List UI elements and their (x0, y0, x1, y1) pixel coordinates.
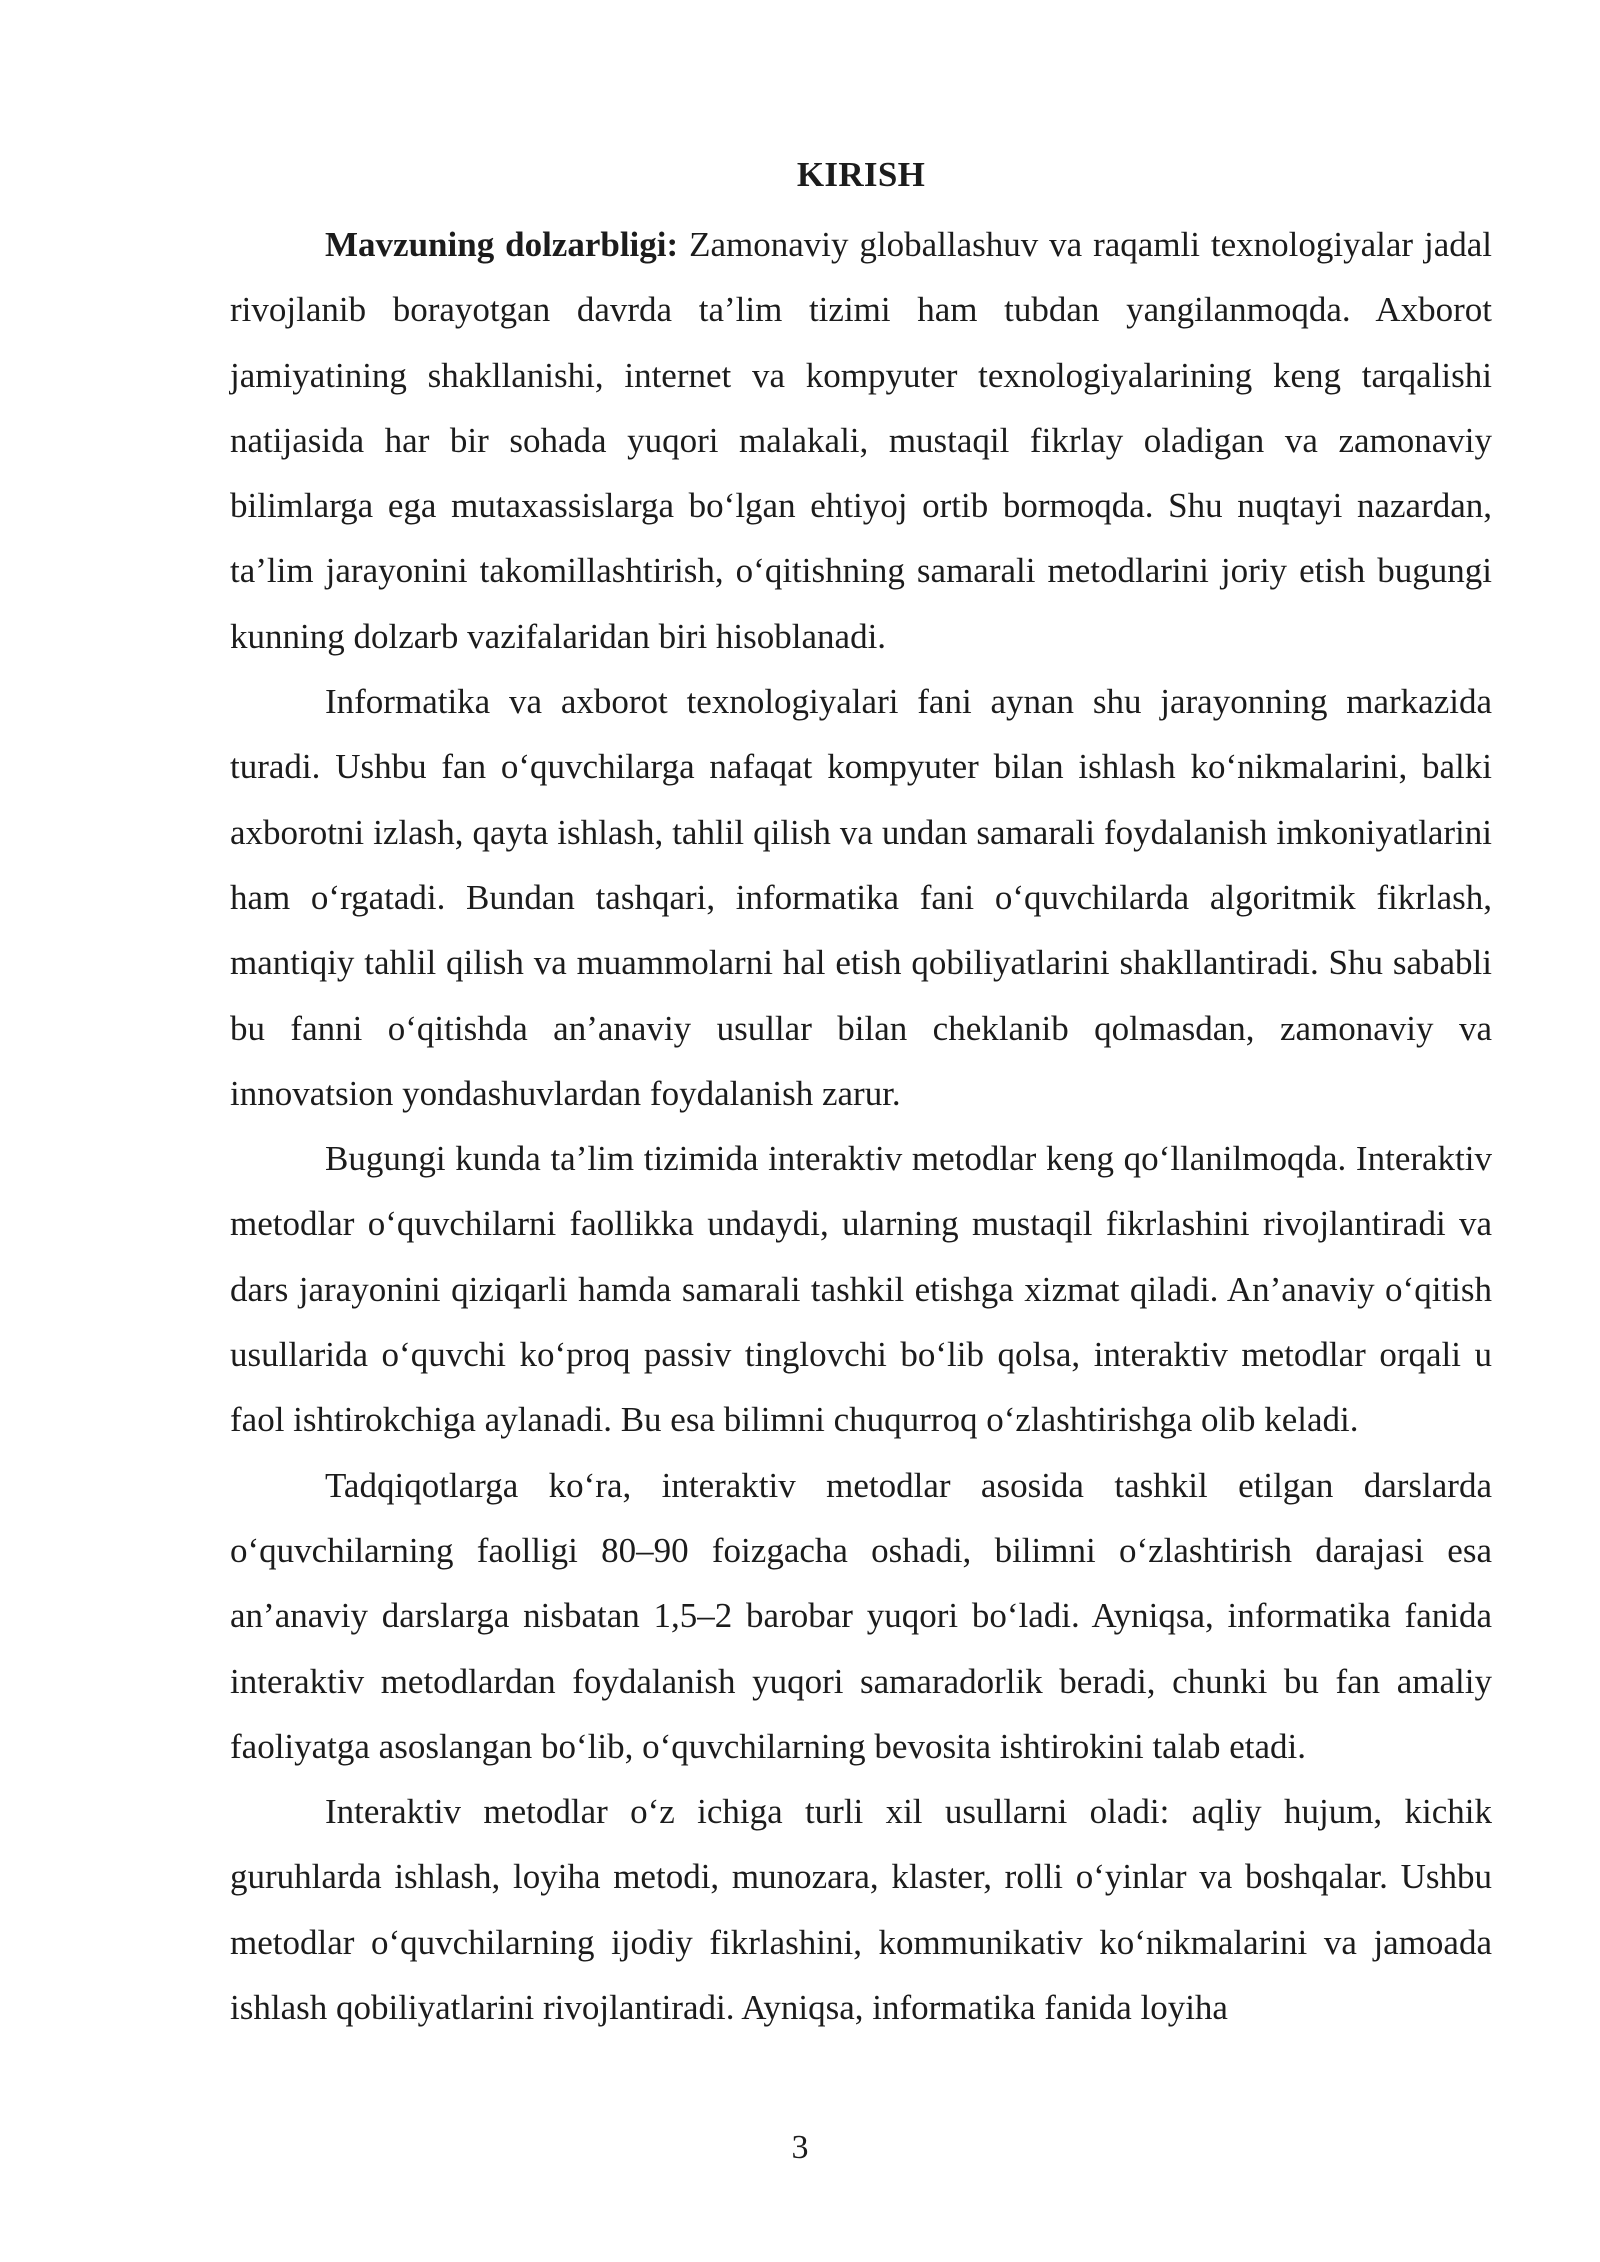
paragraph-relevance (230, 212, 1492, 669)
relevance-label: Mavzuning dolzarbligi: (325, 225, 679, 264)
document-body (230, 148, 1492, 2040)
page-number: 3 (791, 2129, 809, 2166)
paragraph-interactive-methods: Bugungi kunda ta’lim tizimida interaktiv metodlar keng qo‘llanilmoqda. Interaktiv metodlar o‘quvchilarni faollikka undaydi, ularning mustaqil fikrlashini rivojlantiradi va dars jarayonini qiziqarli hamda samarali tashkil etishga xizmat qiladi. An’anaviy o‘qitish usullarida o‘quvchi ko‘proq passiv tinglovchi bo‘lib qolsa, interaktiv metodlar orqali u faol ishtirokchiga aylanadi. Bu esa bilimni chuqurroq o‘zlashtirishga olib keladi. (230, 1139, 1492, 1440)
paragraph-research: Tadqiqotlarga ko‘ra, interaktiv metodlar asosida tashkil etilgan darslarda o‘quvchilarning faolligi 80–90 foizgacha oshadi, bilimni o‘zlashtirish darajasi esa an’anaviy darslarga nisbatan 1,5–2 barobar yuqori bo‘ladi. Ayniqsa, informatika fanida interaktiv metodlardan foydalanish yuqori samaradorlik beradi, chunki bu fan amaliy faoliyatga asoslangan bo‘lib, o‘quvchilarning bevosita ishtirokini talab etadi. (230, 1465, 1492, 1766)
paragraph-text: Zamonaviy globallashuv va raqamli texnologiyalar jadal rivojlanib borayotgan davrda ta’lim tizimi ham tubdan yangilanmoqda. Axborot jamiyatining shakllanishi, internet va kompyuter texnologiyalarining keng tarqalishi natijasida har bir sohada yuqori malakali, mustaqil fikrlay oladigan va zamonaviy bilimlarga ega mutaxassislarga bo‘lgan ehtiyoj ortib bormoqda. Shu nuqtayi nazardan, ta’lim jarayonini takomillashtirish, o‘qitishning samarali metodlarini joriy etish bugungi kunning dolzarb vazifalaridan biri hisoblanadi. (230, 225, 1492, 656)
page-title: KIRISH (796, 155, 926, 194)
paragraph-informatics: Informatika va axborot texnologiyalari fani aynan shu jarayonning markazida turadi. Ushbu fan o‘quvchilarga nafaqat kompyuter bilan ishlash ko‘nikmalarini, balki axborotni izlash, qayta ishlash, tahlil qilish va undan samarali foydalanish imkoniyatlarini ham o‘rgatadi. Bundan tashqari, informatika fani o‘quvchilarda algoritmik fikrlash, mantiqiy tahlil qilish va muammolarni hal etish qobiliyatlarini shakllantiradi. Shu sababli bu fanni o‘qitishda an’anaviy usullar bilan cheklanib qolmasdan, zamonaviy va innovatsion yondashuvlardan foydalanish zarur. (230, 682, 1492, 1113)
paragraph-method-types: Interaktiv metodlar o‘z ichiga turli xil usullarni oladi: aqliy hujum, kichik guruhlarda ishlash, loyiha metodi, munozara, klaster, rolli o‘yinlar va boshqalar. Ushbu metodlar o‘quvchilarning ijodiy fikrlashini, kommunikativ ko‘nikmalarini va jamoada ishlash qobiliyatlarini rivojlantiradi. Ayniqsa, informatika fanida loyiha (230, 1792, 1492, 2028)
